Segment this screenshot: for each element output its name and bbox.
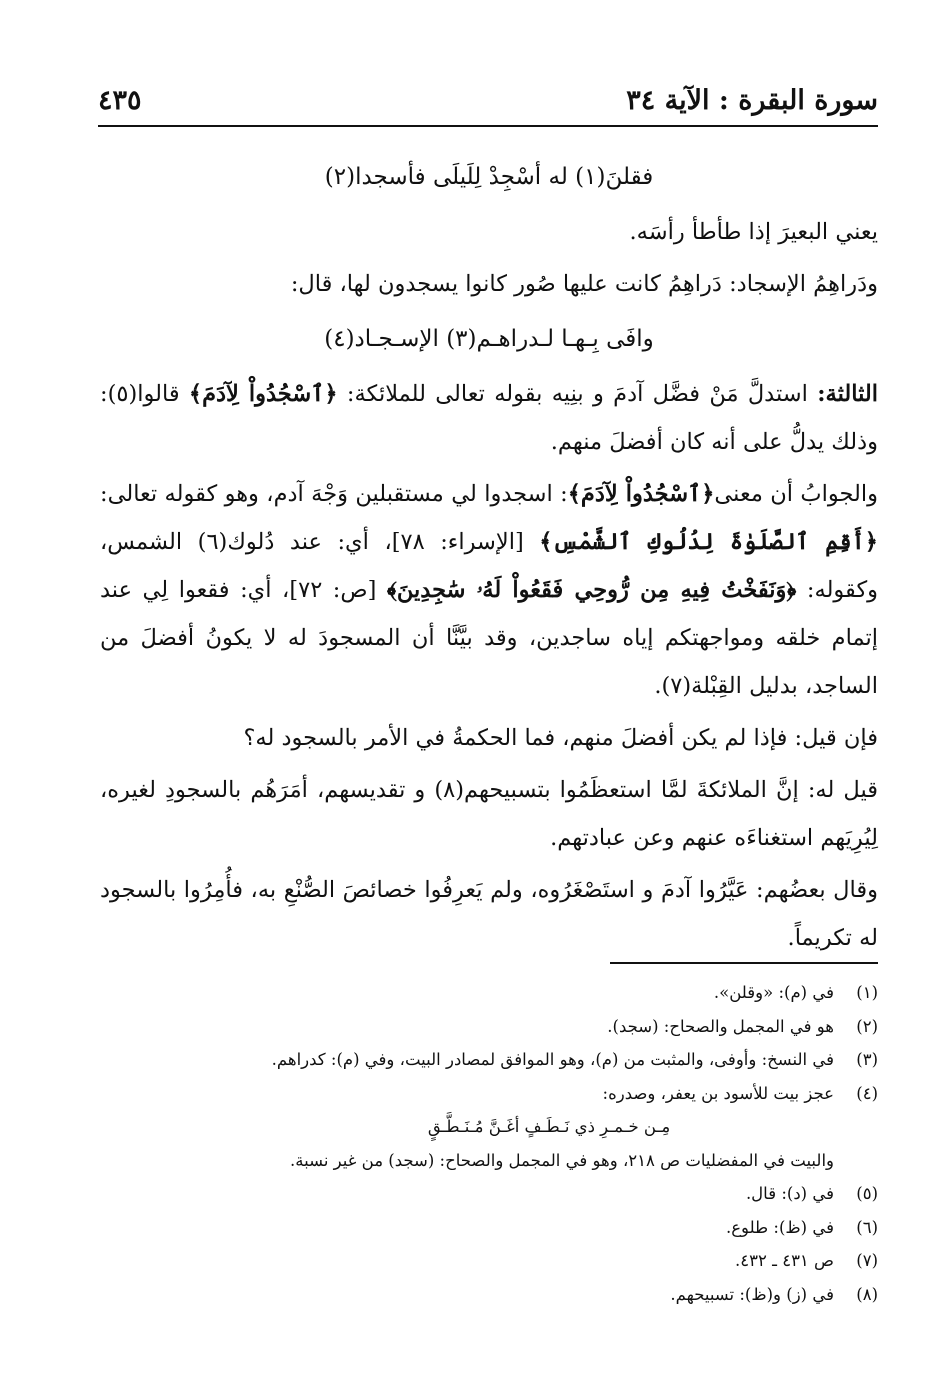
quran-quote: ﴿ٱسْجُدُواْ لِآدَمَ﴾ (567, 481, 715, 507)
paragraph-text: : اسجدوا لي مستقبلين وَجْهَ آدم، وهو كقوله تعالى: (100, 481, 568, 507)
section-label: الثالثة: (817, 381, 878, 407)
footnote-number: (٤) (856, 1083, 878, 1103)
paragraph-text: استدلَّ مَنْ فضَّل آدمَ و بنِيه بقوله تعالى للملائكة: (337, 381, 818, 407)
quran-quote: ﴿وَنَفَخْتُ فِيهِ مِن رُّوحِي فَقَعُواْ لَهُۥ سَٰجِدِينَ﴾ (386, 577, 797, 603)
footnote-text: هو في المجمل والصحاح: (سجد). (607, 1016, 834, 1036)
footnote-text: في النسخ: وأوفى، والمثبت من (م)، وهو الموافق لمصادر البيت، وفي (م): كدراهم. (271, 1050, 834, 1069)
footnotes (160, 976, 878, 1311)
footnote (160, 1043, 878, 1077)
running-header (98, 78, 878, 122)
footnote-poetry-verse (160, 1110, 878, 1144)
footnote-text: في (ز) و(ظ): تسبيحهم. (670, 1284, 834, 1304)
footnote-number: (٢) (856, 1016, 878, 1036)
paragraph-question: فإن قيل: فإذا لم يكن أفضلَ منهم، فما الحكمةُ في الأمر بالسجود له؟ (243, 725, 878, 751)
footnote-text: في (م): «وقلن». (713, 983, 834, 1002)
poetry-verse-1: فقلنَ(١) له أسْجِدْ لِلَيلَى فأسجدا(٢) (324, 164, 654, 190)
main-text (100, 150, 878, 966)
footnote-text: في (د): قال. (745, 1184, 834, 1203)
quran-quote: ﴿أَقِمِ ٱلصَّلَوٰةَ لِدُلُوكِ ٱلشَّمْسِ﴾ (539, 529, 878, 555)
footnote-number: (١) (856, 983, 878, 1002)
footnote-text: والبيت في المفضليات ص ٢١٨، وهو في المجمل والصحاح: (سجد) من غير نسبة. (290, 1150, 834, 1170)
running-title: سورة البقرة : الآية ٣٤ (626, 84, 878, 116)
paragraph-other-opinion: وقال بعضُهم: عَيَّرُوا آدمَ و استَصْغَرُوه، ولم يَعرِفُوا خصائصَ الصُّنْعِ به، فأُمِرُوا بالسجود له تكريماً. (100, 877, 878, 951)
page-number: ٤٣٥ (98, 84, 142, 116)
footnote (160, 1177, 878, 1211)
footnote-text: عجز بيت للأسود بن يعفر، وصدره: (602, 1083, 834, 1103)
footnote (160, 1077, 878, 1111)
footnote-number: (٦) (856, 1217, 878, 1237)
footnote-text: في (ظ): طلوع. (725, 1217, 834, 1237)
footnote-number: (٧) (856, 1251, 878, 1270)
paragraph-text: [الإسراء: ٧٨]، أي: عند دُلوك(٦) الشمس، وكقوله: (100, 529, 879, 603)
poetry-verse-2: وافَى بِـهـا لـدراهـم(٣) الإسـجـاد(٤) (324, 326, 654, 352)
quran-quote: ﴿ٱسْجُدُواْ لِآدَمَ﴾ (188, 381, 338, 407)
footnote-number: (٥) (856, 1184, 878, 1203)
footnote-text: مِـن خـمـرِ ذي نَـطَـفٍ أغَـنَّ مُـنَـطَّـقٍ (427, 1117, 671, 1136)
paragraph-text: قالوا(٥): وذلك يدلُّ على أنه كان أفضلَ منهم. (100, 381, 878, 455)
paragraph-jawab (100, 470, 878, 710)
footnote-continuation (160, 1144, 878, 1178)
paragraph-thalitha (100, 370, 878, 466)
header-rule (98, 125, 878, 127)
footnote (160, 1211, 878, 1245)
footnote (160, 1244, 878, 1278)
footnote-rule (610, 962, 878, 964)
paragraph-darahim: ودَراهِمُ الإسجاد: دَراهِمُ كانت عليها صُور كانوا يسجدون لها، قال: (290, 271, 878, 297)
footnote-text: ص ٤٣١ ـ ٤٣٢. (735, 1251, 834, 1270)
footnote-number: (٨) (856, 1284, 878, 1304)
footnote (160, 976, 878, 1010)
paragraph-bair: يعني البعيرَ إذا طأطأ رأسَه. (629, 219, 878, 245)
paragraph-text: والجوابُ أن معنى (714, 481, 878, 507)
footnote-number: (٣) (856, 1050, 878, 1069)
paragraph-answer: قيل له: إنَّ الملائكةَ لمَّا استعظَمُوا بتسبيحهم(٨) و تقديسهم، أمَرَهُم بالسجودِ لغيره، لِيُرِيَهم استغناءَه عنهم وعن عبادتهم. (100, 777, 878, 851)
paragraph-text: [ص: ٧٢]، أي: فقعوا لِي عند إتمام خلقه ومواجهتكم إياه ساجدين، وقد بيَّنَّا أن المسجودَ له لا يكونُ أفضلَ من الساجد، بدليل القِبْلة(٧). (100, 577, 878, 699)
footnote (160, 1278, 878, 1312)
footnote (160, 1010, 878, 1044)
